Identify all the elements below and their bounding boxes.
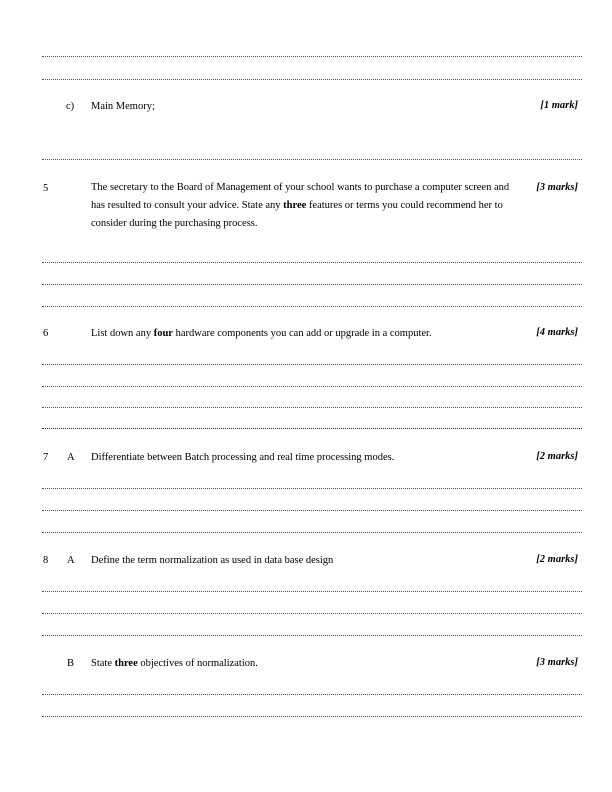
question-c-marks: [1 mark] bbox=[540, 100, 578, 111]
answer-line[interactable] bbox=[42, 591, 582, 592]
question-5-text-part: The secretary to the Board of Management of your school wants to purchase a computer screen and has resulted to consult your advice. State any bbox=[91, 182, 510, 211]
question-8b-marks: [3 marks] bbox=[536, 657, 578, 668]
question-5-text bbox=[91, 179, 521, 233]
question-7-part: A bbox=[67, 452, 75, 463]
answer-line[interactable] bbox=[42, 386, 582, 387]
question-8b-part: B bbox=[67, 658, 75, 669]
answer-line[interactable] bbox=[42, 56, 582, 57]
answer-line[interactable] bbox=[42, 284, 582, 285]
question-8a-part: A bbox=[67, 555, 75, 566]
answer-line[interactable] bbox=[42, 262, 582, 263]
question-8b-text bbox=[91, 657, 258, 670]
question-8b-text-part: objectives of normalization. bbox=[137, 658, 258, 669]
question-6-text bbox=[91, 327, 432, 340]
answer-line[interactable] bbox=[42, 694, 582, 695]
question-8a-text: Define the term normalization as used in data base design bbox=[91, 555, 334, 566]
question-6-marks: [4 marks] bbox=[536, 327, 578, 338]
answer-line[interactable] bbox=[42, 532, 582, 533]
answer-line[interactable] bbox=[42, 428, 582, 429]
question-5-number: 5 bbox=[43, 183, 49, 194]
question-7-marks: [2 marks] bbox=[536, 451, 578, 462]
answer-line[interactable] bbox=[42, 613, 582, 614]
question-6-emphasis: four bbox=[153, 328, 173, 339]
answer-line[interactable] bbox=[42, 364, 582, 365]
question-6-text-part: hardware components you can add or upgrade in a computer. bbox=[172, 328, 432, 339]
question-c-label: c) bbox=[66, 101, 75, 112]
question-5-marks: [3 marks] bbox=[536, 182, 578, 193]
answer-line[interactable] bbox=[42, 79, 582, 80]
question-8b-emphasis: three bbox=[114, 658, 138, 669]
question-5-text-part: features or terms you could recommend her to consider during the purchasing process. bbox=[91, 200, 503, 229]
answer-line[interactable] bbox=[42, 159, 582, 160]
answer-line[interactable] bbox=[42, 716, 582, 717]
answer-line[interactable] bbox=[42, 488, 582, 489]
question-8-number: 8 bbox=[43, 555, 49, 566]
question-5-emphasis: three bbox=[283, 200, 307, 211]
question-6-text-part: List down any bbox=[91, 328, 154, 339]
answer-line[interactable] bbox=[42, 306, 582, 307]
question-7-text: Differentiate between Batch processing and real time processing modes. bbox=[91, 452, 395, 463]
answer-line[interactable] bbox=[42, 407, 582, 408]
answer-line[interactable] bbox=[42, 635, 582, 636]
answer-line[interactable] bbox=[42, 510, 582, 511]
question-6-number: 6 bbox=[43, 328, 49, 339]
question-8a-marks: [2 marks] bbox=[536, 554, 578, 565]
question-8b-text-part: State bbox=[91, 658, 115, 669]
question-c-text: Main Memory; bbox=[91, 101, 155, 112]
question-7-number: 7 bbox=[43, 452, 49, 463]
